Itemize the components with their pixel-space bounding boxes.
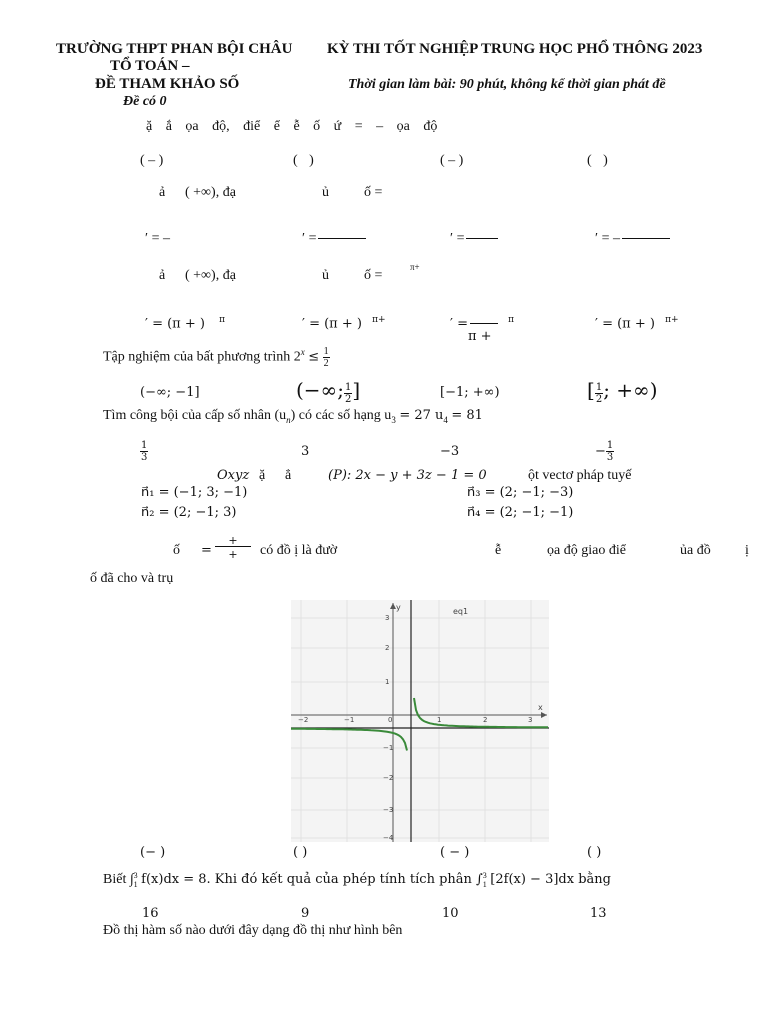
y-tick-label: −3 [383,806,394,814]
q7-option-a[interactable]: (− ) [140,845,166,860]
q5-option-d-num: 1 [606,440,614,451]
q8-lower-limit: 1 [133,880,138,889]
q6-option-a[interactable]: n⃗₁ = (−1; 3; −1) [141,485,248,500]
q5-option-d-pre: − [595,444,606,459]
exam-code: Đề có 0 [123,94,167,109]
q5-option-a-fraction [140,440,148,463]
department: TỔ TOÁN – [110,58,190,74]
y-tick-label: −4 [383,834,394,842]
q4-option-b-post: ] [352,378,361,402]
q1-text: ặ ắ ọa độ, điể ể ễ ố ứ = – ọa độ [146,119,438,134]
y-tick-label: −2 [383,774,394,782]
q5-sub-3: 3 [391,414,396,425]
q4-relation: ≤ [308,349,320,365]
x-tick-label: −1 [344,716,355,724]
q2-option-c-label: ′ = [450,231,465,246]
hyperbola-graph [291,600,549,842]
graph-grid [291,600,549,842]
q4-fraction [323,346,330,369]
q8-upper-limit-2: 3 [482,871,487,880]
x-tick-label: 2 [483,716,488,724]
q3-text-a: ả [159,268,166,283]
q2-option-b-fraction-line [318,238,366,239]
graph-label: eq1 [453,607,469,616]
q7-text-f: ị [745,543,749,558]
q4-option-d-post: ; +∞) [603,378,658,402]
q5-option-a-den: 3 [141,452,148,463]
q7-text-e: ủa đồ [680,543,711,558]
q3-text-c: ủ [322,268,329,283]
exam-time: Thời gian làm bài: 90 phút, không kể thời gian phát đề [348,77,666,92]
q7-line-2: ố đã cho và trụ [90,571,174,586]
q2-option-d-fraction-line [622,238,670,239]
q2-option-c-fraction-line [466,238,498,239]
q7-numerator: + [215,535,251,547]
q5-option-d[interactable] [595,440,614,463]
q6-option-d[interactable]: n⃗₄ = (2; −1; −1) [467,505,574,520]
q7-equals: = [201,543,212,558]
q6-text-c: ột vectơ pháp tuyế [528,468,632,483]
q4-option-d-pre: [ [587,378,595,402]
y-tick-label: 2 [385,644,390,652]
q5-text: Tìm công bội của cấp số nhân (u [103,408,287,423]
q8-limits-2 [483,871,487,889]
x-axis-label: x [538,703,543,712]
q6-text-a: ặ [259,468,266,483]
q4-option-b[interactable] [296,380,360,405]
q1-option-a[interactable]: ( – ) [140,153,164,168]
q9-question: Đồ thị hàm số nào dưới đây dạng đồ thị như hình bên [103,923,403,938]
q3-option-b-label: ′ = (π + ) [302,316,362,332]
q4-question [103,346,330,369]
q7-denominator: + [228,548,238,561]
q2-text-d: ố = [364,185,383,200]
q4-option-a[interactable]: (−∞; −1] [140,385,200,400]
q7-text-c: ễ [495,543,502,558]
q4-option-b-pre: (−∞; [296,378,344,402]
q2-option-d-label: ′ = – [595,231,620,246]
y-axis-label: y [396,603,401,612]
q2-option-b[interactable] [302,231,366,247]
x-tick-label: 3 [528,716,533,724]
exam-title: KỲ THI TỐT NGHIỆP TRUNG HỌC PHỔ THÔNG 2023 [327,41,703,57]
q6-option-b[interactable]: n⃗₂ = (2; −1; 3) [141,505,237,520]
q5-sub-n: n [286,414,291,425]
q5-text-4: = 81 [451,408,483,423]
q6-text-b: ẳ [285,468,292,483]
q7-option-d[interactable]: ( ) [587,845,602,860]
q5-option-d-fraction [606,440,614,463]
q3-option-d-label: ′ = (π + ) [595,316,655,332]
q3-option-c-fraction-line [470,323,498,324]
q7-option-c[interactable]: ( − ) [440,845,470,860]
q2-option-c[interactable] [450,231,498,247]
x-tick-labels [298,716,532,724]
q6-plane: (P): 2x − y + 3z − 1 = 0 [328,468,487,483]
q3-option-b-exp: π+ [372,315,386,325]
q8-lower-limit-2: 1 [482,880,487,889]
y-tick-label: 1 [385,678,390,686]
q4-option-d-den: 2 [595,394,603,405]
y-tick-label: 3 [385,614,390,622]
q2-text-c: ủ [322,185,329,200]
q4-text: Tập nghiệm của bất phương trình 2 [103,349,301,365]
school-name: TRƯỜNG THPT PHAN BỘI CHÂU [56,41,293,57]
q4-option-b-num: 1 [344,382,352,393]
q3-option-b[interactable] [302,315,386,331]
q5-option-a-num: 1 [141,440,148,451]
q3-option-d[interactable] [595,315,679,331]
q2-option-d[interactable] [595,231,670,247]
q3-exponent: π+ [410,262,420,272]
q4-option-b-den: 2 [344,394,352,405]
q3-option-a-exp: π [219,315,226,325]
q5-sub-4: 4 [443,414,448,425]
q3-option-a-label: ′ = (π + ) [145,316,205,332]
q6-option-c[interactable]: n⃗₃ = (2; −1; −3) [467,485,574,500]
q5-text-3: = 27 u [399,408,444,423]
q8-option-b[interactable]: 9 [301,906,310,921]
q1-option-d[interactable]: ( ) [587,153,608,168]
q7-option-b[interactable]: ( ) [293,845,308,860]
q4-fraction-den: 2 [323,358,329,369]
q8-option-a[interactable]: 16 [142,906,159,921]
q8-option-d[interactable]: 13 [590,906,607,921]
q6-oxyz: Oxyz [217,468,250,483]
q8-text-b: f(x)dx = 8. Khi đó kết quả của phép tính tích phân ∫ [141,872,483,888]
q1-option-c[interactable]: ( – ) [440,153,464,168]
q3-text-b: ( +∞), đạ [185,268,236,283]
q3-option-a[interactable] [145,315,225,331]
q4-option-d-fraction [595,382,603,405]
graph-svg [291,600,549,842]
q2-text-b: ( +∞), đạ [185,185,236,200]
q8-option-c[interactable]: 10 [442,906,459,921]
q5-option-c[interactable]: −3 [440,444,460,459]
q3-option-d-exp: π+ [665,315,679,325]
x-tick-label: 1 [437,716,442,724]
q5-option-b[interactable]: 3 [301,444,310,459]
q3-option-c-label: ′ = [450,316,468,332]
q4-option-d-num: 1 [595,382,603,393]
x-axis-arrow [541,712,547,718]
q7-text-d: ọa độ giao điể [547,543,626,558]
q2-option-a[interactable]: ′ = – [145,231,170,246]
q2-option-b-label: ′ = [302,231,317,246]
q5-option-a[interactable] [140,440,148,463]
q3-text-d: ố = [364,268,383,283]
q5-question [103,408,483,425]
doc-type: ĐỀ THAM KHẢO SỐ [95,76,240,92]
q8-upper-limit: 3 [133,871,138,880]
x-tick-label: 0 [388,716,393,724]
q3-option-c-denominator: π + [468,329,492,344]
q1-option-b[interactable]: ( ) [293,153,314,168]
y-tick-label: −1 [383,744,394,752]
x-tick-label: −2 [298,716,309,724]
q4-option-d[interactable] [587,380,658,405]
q7-text-b: có đồ ị là đườ [260,543,338,558]
q2-text-a: ả [159,185,166,200]
q7-text-a: ố [173,543,180,558]
q8-limits-1 [134,871,138,889]
q8-text-c: [2f(x) − 3]dx bằng [490,872,611,888]
q8-question [103,871,611,889]
q4-option-c[interactable]: [−1; +∞) [440,385,500,400]
q5-text-2: ) có các số hạng u [290,408,392,423]
q4-fraction-num: 1 [323,346,329,357]
q5-option-d-den: 3 [606,452,614,463]
q4-exponent: x [300,347,305,358]
q8-text-a: Biết ∫ [103,872,134,888]
q3-option-c-exp: π [508,315,515,325]
